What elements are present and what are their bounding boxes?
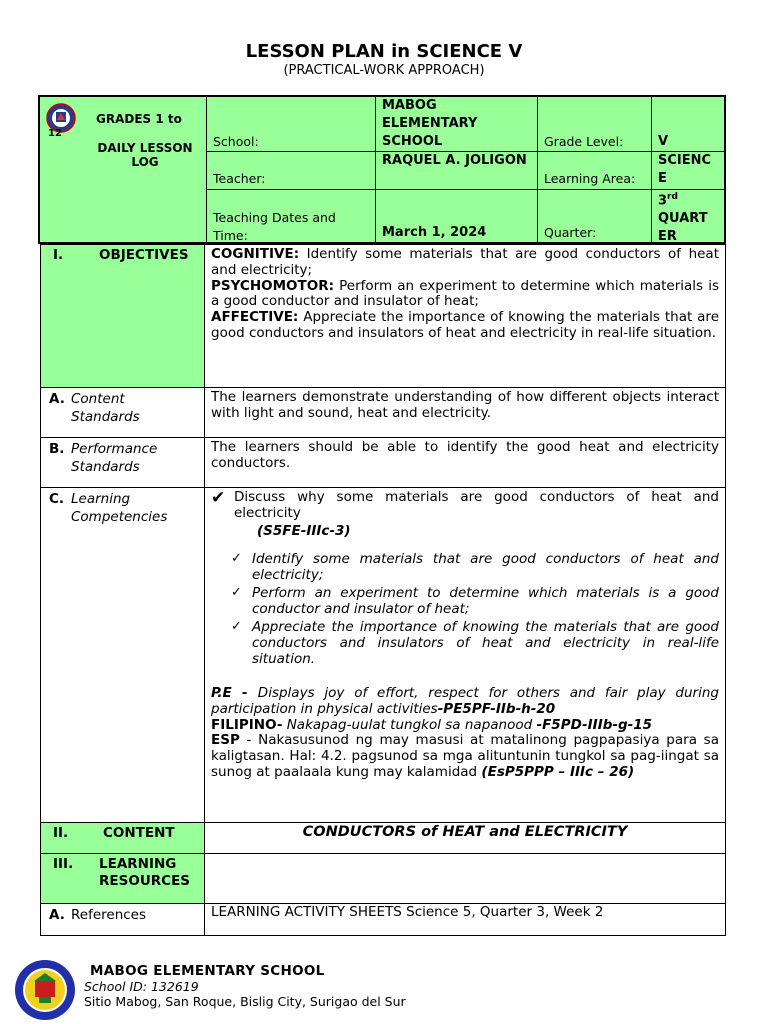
references-row [41, 904, 725, 935]
performance-standards-row [41, 438, 725, 488]
competency-item: Perform an experiment to determine which materials is a good conductor and insulator of heat; [252, 585, 719, 617]
objectives-label: OBJECTIVES [99, 247, 189, 263]
competency-item: Appreciate the importance of knowing the materials that are good conductors and insulators of heat and electricity in real-life situation. [252, 619, 719, 667]
lesson-table [40, 244, 726, 936]
footer-school-name: MABOG ELEMENTARY SCHOOL [90, 963, 325, 979]
objectives-text: COGNITIVE: Identify some materials that are good conductors of heat and electricity; PSYCHOMOTOR: Perform an experiment to determine which materials is a good conductor and insulator of heat; AFFECTIVE: Appreciate the importance of knowing the materials that are good conductors and insulators of heat and electricity in real-life situation. [211, 246, 719, 341]
check-icon: ✓ [231, 585, 242, 600]
check-icon: ✓ [231, 551, 242, 566]
references-letter: A. [49, 907, 65, 923]
learning-competencies-row [41, 488, 725, 823]
teaching-dates-label: Teaching Dates and Time: [213, 210, 336, 243]
teacher-label: Teacher: [213, 171, 266, 186]
resources-label: LEARNING RESOURCES [99, 856, 191, 889]
performance-standards-letter: B. [49, 441, 65, 457]
footer-school-id: School ID: 132619 [84, 979, 199, 994]
references-text: LEARNING ACTIVITY SHEETS Science 5, Quarter 3, Week 2 [211, 904, 604, 920]
check-icon: ✔ [211, 488, 226, 508]
teacher-value: RAQUEL A. JOLIGON [382, 153, 527, 168]
content-label: CONTENT [103, 825, 175, 841]
grades-label: GRADES 1 to [96, 112, 182, 126]
content-text: CONDUCTORS of HEAT and ELECTRICITY [302, 824, 628, 840]
dll-header [38, 95, 726, 244]
content-standards-letter: A. [49, 391, 65, 407]
grades-twelve: 12 [48, 128, 62, 139]
performance-standards-text: The learners should be able to identify the good heat and electricity conductors. [211, 439, 719, 471]
learning-area-label: Learning Area: [544, 171, 636, 186]
content-roman: II. [53, 825, 69, 841]
grade-level-label: Grade Level: [544, 134, 624, 149]
learning-area-value: SCIENCE [658, 153, 712, 186]
document-title: LESSON PLAN in SCIENCE V [245, 41, 523, 62]
competency-item: Identify some materials that are good conductors of heat and electricity; [252, 551, 719, 583]
performance-standards-label: Performance Standards [71, 441, 158, 475]
competency-code: (S5FE-IIIc-3) [257, 523, 351, 539]
objectives-roman: I. [53, 247, 64, 263]
objectives-row [41, 245, 725, 388]
quarter-label: Quarter: [544, 225, 597, 240]
school-label: School: [213, 134, 259, 149]
dll-label: DAILY LESSON LOG [97, 141, 193, 169]
resources-roman: III. [53, 856, 74, 872]
learning-competencies-letter: C. [49, 491, 65, 507]
school-seal-icon [14, 959, 76, 1021]
school-value: MABOG ELEMENTARY SCHOOL [382, 98, 478, 149]
document-subtitle: (PRACTICAL-WORK APPROACH) [283, 63, 485, 78]
references-label: References [71, 907, 147, 923]
content-row [41, 823, 725, 854]
integration-text: P.E - Displays joy of effort, respect for others and fair play during participation in physical activities-PE5PF-IIb-h-20 FILIPINO- Nakapag-uulat tungkol sa napanood -F5PD-IIIb-g-15 ESP - Nakasusunod ng may masusi at matalinong pagpapasiya para sa kaligtasan. Hal: 4.2. pagsunod sa mga alituntunin tungkol sa pag-iingat sa sunog at paalaala kung may kalamidad (EsP5PPP – IIIc – 26) [211, 685, 719, 780]
quarter-value: 3rd QUARTER [658, 192, 708, 245]
grade-level-value: V [658, 134, 669, 149]
learning-competencies-label: Learning Competencies [71, 491, 168, 525]
content-standards-label: Content Standards [71, 391, 140, 425]
content-standards-text: The learners demonstrate understanding of how different objects interact with light and sound, heat and electricity. [211, 389, 719, 421]
check-icon: ✓ [231, 619, 242, 634]
content-standards-row [41, 388, 725, 438]
teaching-dates-value: March 1, 2024 [382, 225, 487, 240]
learning-resources-row [41, 854, 725, 904]
footer-address: Sitio Mabog, San Roque, Bislig City, Surigao del Sur [84, 994, 406, 1009]
competency-main: Discuss why some materials are good conductors of heat and electricity [234, 489, 719, 521]
